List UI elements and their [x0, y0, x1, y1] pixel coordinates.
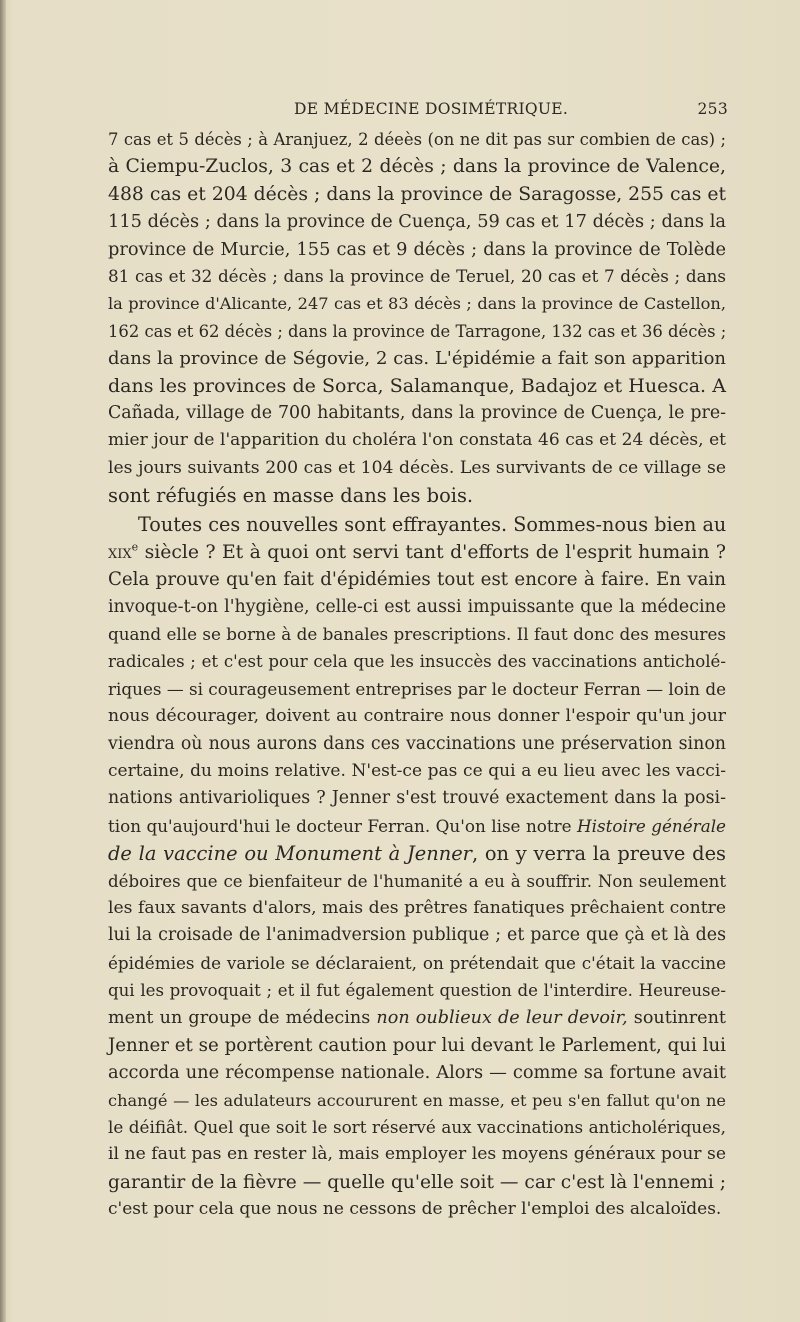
- text-line: 81 cas et 32 décès ; dans la province de Teruel, 20 cas et 7 décès ; dans: [108, 265, 726, 286]
- text-line: le déifiât. Quel que soit le sort réservé aux vaccinations anticholériques,: [108, 1117, 726, 1138]
- text-line: Cela prouve qu'en fait d'épidémies tout est encore à faire. En vain: [108, 569, 726, 591]
- text-line: nous décourager, doivent au contraire nous donner l'espoir qu'un jour: [108, 706, 726, 727]
- book-title-italic: Histoire générale: [577, 815, 726, 836]
- emphasis-italic: non oublieux de leur devoir,: [376, 1007, 628, 1028]
- text-line: 115 décès ; dans la province de Cuença, 59 cas et 17 décès ; dans la: [108, 211, 726, 233]
- page-header: [108, 100, 728, 124]
- book-title-italic: de la vaccine ou Monument à Jenner: [108, 842, 472, 866]
- text-line: [108, 840, 726, 867]
- text-line: 7 cas et 5 décès ; à Aranjuez, 2 déeès (on ne dit pas sur combien de cas) ;: [108, 130, 726, 149]
- text-span: soutinrent: [627, 1007, 726, 1028]
- text-line: [108, 813, 726, 840]
- text-line: les faux savants d'alors, mais des prêtres fanatiques prêchaient contre: [108, 897, 726, 918]
- page-body: [108, 126, 726, 1224]
- page-number: 253: [697, 100, 728, 118]
- century-numeral: xix: [108, 541, 132, 563]
- superscript-e: e: [131, 540, 139, 554]
- text-line: dans la province de Ségovie, 2 cas. L'épidémie a fait son apparition: [108, 348, 726, 370]
- text-line: à Ciempu-Zuclos, 3 cas et 2 décès ; dans la province de Valence,: [108, 156, 726, 178]
- text-line: changé — les adulateurs accoururent en masse, et peu s'en fallut qu'on ne: [108, 1090, 726, 1110]
- text-line: Toutes ces nouvelles sont effrayantes. Sommes-nous bien au: [138, 513, 727, 537]
- text-line: dans les provinces de Sorca, Salamanque, Badajoz et Huesca. A: [108, 374, 726, 397]
- text-span: , on y verra la preuve des: [471, 842, 727, 866]
- text-line: épidémies de variole se déclaraient, on prétendait que c'était la vaccine: [108, 952, 726, 973]
- text-line: nations antivarioliques ? Jenner s'est trouvé exactement dans la posi-: [108, 788, 726, 809]
- text-line: certaine, du moins relative. N'est-ce pas ce qui a eu lieu avec les vacci-: [108, 760, 726, 781]
- text-line: qui les provoquait ; et il fut également question de l'interdire. Heureuse-: [108, 981, 726, 1001]
- text-line: [108, 1005, 726, 1032]
- text-line: 162 cas et 62 décès ; dans la province de Tarragone, 132 cas et 36 décès ;: [108, 321, 727, 341]
- text-line: radicales ; et c'est pour cela que les insuccès des vaccinations anticholé-: [108, 652, 726, 672]
- text-span: tion qu'aujourd'hui le docteur Ferran. Qu'on lise notre: [108, 815, 578, 836]
- text-line: Cañada, village de 700 habitants, dans la province de Cuença, le pre-: [108, 402, 726, 423]
- paragraph-1: [108, 126, 726, 509]
- text-line: invoque-t-on l'hygiène, celle-ci est aussi impuissante que la médecine: [108, 596, 726, 617]
- running-title: DE MÉDECINE DOSIMÉTRIQUE.: [294, 100, 569, 118]
- text-line: c'est pour cela que nous ne cessons de prêcher l'emploi des alcaloïdes.: [108, 1199, 722, 1220]
- text-line: province de Murcie, 155 cas et 9 décès ; dans la province de Tolède: [108, 238, 726, 260]
- text-line: riques — si courageusement entreprises par le docteur Ferran — loin de: [108, 678, 726, 699]
- text-line: lui la croisade de l'animadversion publique ; et parce que çà et là des: [108, 925, 726, 946]
- text-line: il ne faut pas en rester là, mais employer les moyens généraux pour se: [108, 1144, 726, 1165]
- text-span: siècle ? Et à quoi ont servi tant d'efforts de l'esprit humain ?: [138, 541, 726, 563]
- text-line: les jours suivants 200 cas et 104 décès. Les survivants de ce village se: [108, 457, 726, 478]
- text-line: déboires que ce bienfaiteur de l'humanité a eu à souffrir. Non seulement: [108, 871, 726, 891]
- text-line: [108, 539, 726, 566]
- text-line: garantir de la fièvre — quelle qu'elle soit — car c'est là l'ennemi ;: [108, 1171, 726, 1193]
- text-line: la province d'Alicante, 247 cas et 83 décès ; dans la province de Castellon,: [108, 294, 726, 314]
- text-span: ment un groupe de médecins: [108, 1007, 377, 1028]
- paragraph-2: [108, 511, 726, 1223]
- page-edge-shadow: [0, 0, 6, 1322]
- text-line: accorda une récompense nationale. Alors — comme sa fortune avait: [108, 1062, 726, 1084]
- text-line: Jenner et se portèrent caution pour lui devant le Parlement, qui lui: [108, 1034, 726, 1056]
- text-line: 488 cas et 204 décès ; dans la province de Saragosse, 255 cas et: [108, 183, 726, 205]
- text-line: quand elle se borne à de banales prescriptions. Il faut donc des mesures: [108, 624, 726, 645]
- text-line: mier jour de l'apparition du choléra l'on constata 46 cas et 24 décès, et: [108, 430, 726, 451]
- text-line: sont réfugiés en masse dans les bois.: [108, 484, 474, 508]
- text-line: viendra où nous aurons dans ces vaccinations une préservation sinon: [108, 733, 726, 754]
